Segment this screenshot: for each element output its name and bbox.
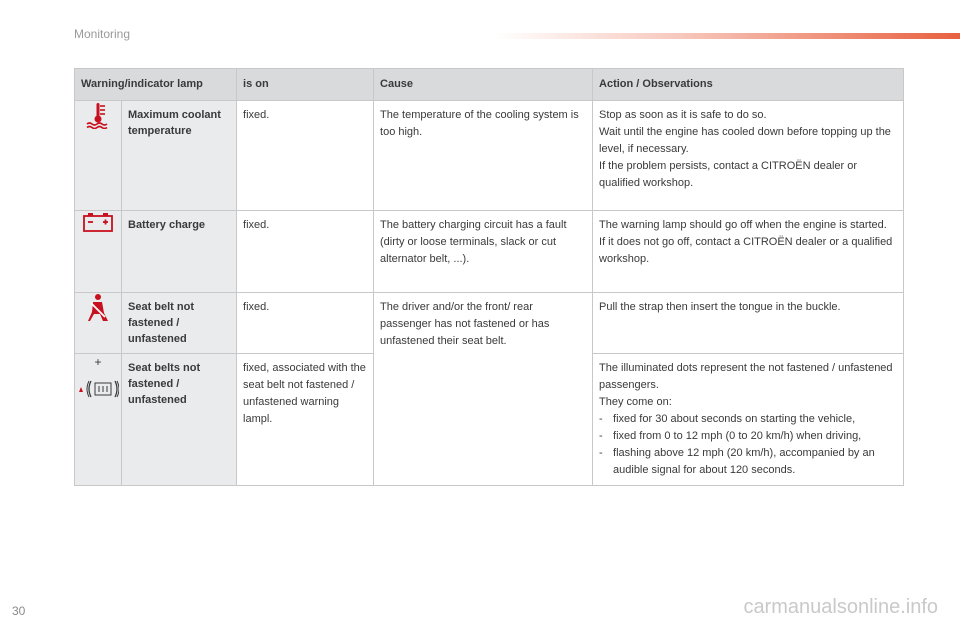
section-title: Monitoring bbox=[74, 27, 131, 41]
action-line: Wait until the engine has cooled down before topping up the level, if necessary. bbox=[599, 126, 891, 155]
table-row bbox=[75, 211, 904, 293]
coolant-temperature-icon bbox=[84, 101, 112, 129]
icon-cell bbox=[75, 101, 122, 211]
table-row bbox=[75, 101, 904, 211]
list-item-text: flashing above 12 mph (20 km/h), accompanied by an audible signal for about 120 seconds. bbox=[613, 447, 875, 476]
action-line: They come on: bbox=[599, 396, 672, 408]
action-text bbox=[593, 211, 904, 293]
action-text bbox=[593, 354, 904, 486]
action-text bbox=[593, 101, 904, 211]
is-on-text: fixed. bbox=[237, 101, 374, 211]
header-action: Action / Observations bbox=[593, 69, 904, 101]
action-line: Pull the strap then insert the tongue in the buckle. bbox=[599, 301, 841, 313]
lamp-name: Battery charge bbox=[122, 211, 237, 293]
list-item bbox=[599, 411, 897, 428]
list-item-text: fixed from 0 to 12 mph (0 to 20 km/h) when driving, bbox=[613, 430, 862, 442]
is-on-text: fixed. bbox=[237, 293, 374, 354]
icon-cell bbox=[75, 293, 122, 354]
table-header-row bbox=[75, 69, 904, 101]
list-dash: - bbox=[599, 430, 603, 442]
action-line: The warning lamp should go off when the engine is started. bbox=[599, 219, 887, 231]
battery-charge-icon bbox=[82, 211, 114, 233]
lamp-name: Seat belts not fastened / unfastened bbox=[122, 354, 237, 486]
header-cause: Cause bbox=[374, 69, 593, 101]
lamp-name: Seat belt not fastened / unfastened bbox=[122, 293, 237, 354]
table-row bbox=[75, 293, 904, 354]
plus-sign: + bbox=[94, 355, 102, 369]
seat-belt-icon bbox=[85, 293, 111, 323]
list-dash: - bbox=[599, 413, 603, 425]
action-text bbox=[593, 293, 904, 354]
header-accent-bar bbox=[495, 33, 960, 39]
cause-text: The driver and/or the front/ rear passenger has not fastened or has unfastened their seat belt. bbox=[374, 293, 593, 486]
watermark: carmanualsonline.info bbox=[743, 596, 938, 618]
list-item bbox=[599, 445, 897, 479]
icon-cell bbox=[75, 354, 122, 486]
action-line: Stop as soon as it is safe to do so. bbox=[599, 109, 767, 121]
list-item bbox=[599, 428, 897, 445]
action-line: If it does not go off, contact a CITROËN dealer or a qualified workshop. bbox=[599, 236, 893, 265]
list-item-text: fixed for 30 about seconds on starting the vehicle, bbox=[613, 413, 856, 425]
page-number: 30 bbox=[12, 604, 26, 618]
is-on-text: fixed. bbox=[237, 211, 374, 293]
cause-text: The battery charging circuit has a fault (dirty or loose terminals, slack or cut alternator belt, ...). bbox=[374, 211, 593, 293]
cause-text: The temperature of the cooling system is too high. bbox=[374, 101, 593, 211]
lamp-name: Maximum coolant temperature bbox=[122, 101, 237, 211]
warning-lamp-table bbox=[74, 68, 904, 486]
list-dash: - bbox=[599, 447, 603, 459]
is-on-text: fixed, associated with the seat belt not fastened / unfastened warning lampl. bbox=[237, 354, 374, 486]
icon-cell bbox=[75, 211, 122, 293]
seat-belts-display-icon bbox=[77, 379, 119, 399]
header-is-on: is on bbox=[237, 69, 374, 101]
header-warning-lamp: Warning/indicator lamp bbox=[75, 69, 237, 101]
action-line: If the problem persists, contact a CITROËN dealer or qualified workshop. bbox=[599, 160, 858, 189]
action-line: The illuminated dots represent the not fastened / unfastened passengers. bbox=[599, 362, 893, 391]
